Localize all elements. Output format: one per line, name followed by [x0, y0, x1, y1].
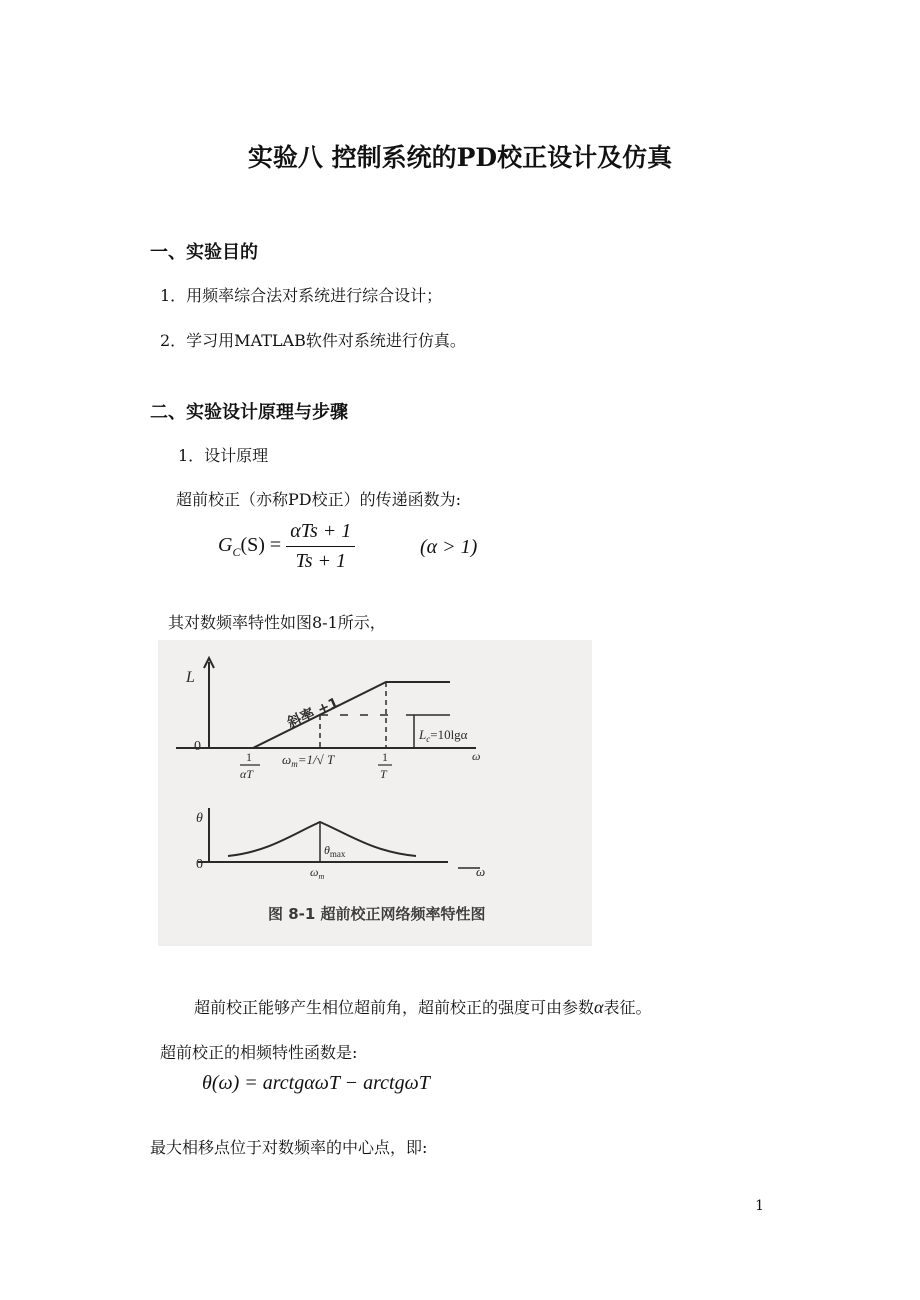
formula-lhs: $G_C(S)$ =	[218, 534, 282, 560]
figure-frequency-response	[158, 640, 592, 946]
paragraph-max-phase: 最大相移点位于对数频率的中心点，即:	[150, 1138, 428, 1157]
formula-condition: (α > 1)	[420, 536, 478, 558]
purpose-item-2: 2．学习用MATLAB软件对系统进行仿真。	[160, 331, 466, 350]
formula-transfer-function	[218, 520, 355, 573]
bottom-x-label: ω	[476, 864, 486, 879]
section-heading-principle: 二、实验设计原理与步骤	[150, 402, 348, 423]
paragraph-figure-ref: 其对数频率特性如图8-1所示，	[168, 613, 386, 632]
bottom-phase-curve	[228, 822, 416, 856]
paragraph-transfer-function: 超前校正（亦称PD校正）的传递函数为:	[176, 490, 461, 509]
figure-svg	[158, 640, 592, 946]
page-title: 实验八 控制系统的PD校正设计及仿真	[247, 143, 673, 172]
formula-numerator: αTs + 1	[286, 520, 355, 547]
top-y-label: L	[186, 669, 195, 686]
paragraph-phase-function: 超前校正的相频特性函数是:	[160, 1043, 358, 1062]
top-origin-label: 0	[194, 739, 201, 754]
top-tick1-num: 1	[246, 750, 252, 764]
formula-fraction	[286, 520, 355, 573]
purpose-item-1: 1．用频率综合法对系统进行综合设计；	[160, 286, 443, 305]
formula-denominator: Ts + 1	[295, 550, 347, 572]
top-tick2-num: 1	[382, 750, 388, 764]
figure-caption: 图 8-1 超前校正网络频率特性图	[268, 905, 486, 923]
top-slope-label: 斜率 +1	[285, 694, 342, 732]
top-tick1-den: αT	[240, 767, 253, 781]
formula-phase: θ(ω) = arctgαωT − arctgωT	[202, 1072, 430, 1094]
bottom-peak-label: $\theta_{max}$	[324, 843, 346, 859]
bottom-tick-label: $\omega_m$	[310, 865, 325, 881]
top-lc-label: $L_c=10\lg\alpha$	[419, 727, 468, 744]
section-heading-purpose: 一、实验目的	[150, 242, 258, 263]
top-tick-mid: $\omega_m=1/√$ T	[282, 752, 335, 769]
top-x-label: ω	[472, 749, 481, 763]
page-number: 1	[755, 1198, 764, 1214]
subheading-design-principle: 1．设计原理	[178, 446, 269, 465]
top-tick2-den: T	[380, 767, 387, 781]
paragraph-alpha-strength: 超前校正能够产生相位超前角，超前校正的强度可由参数α表征。	[194, 997, 652, 1017]
bottom-y-label: θ	[196, 811, 203, 826]
bottom-origin-label: 0	[196, 857, 203, 872]
